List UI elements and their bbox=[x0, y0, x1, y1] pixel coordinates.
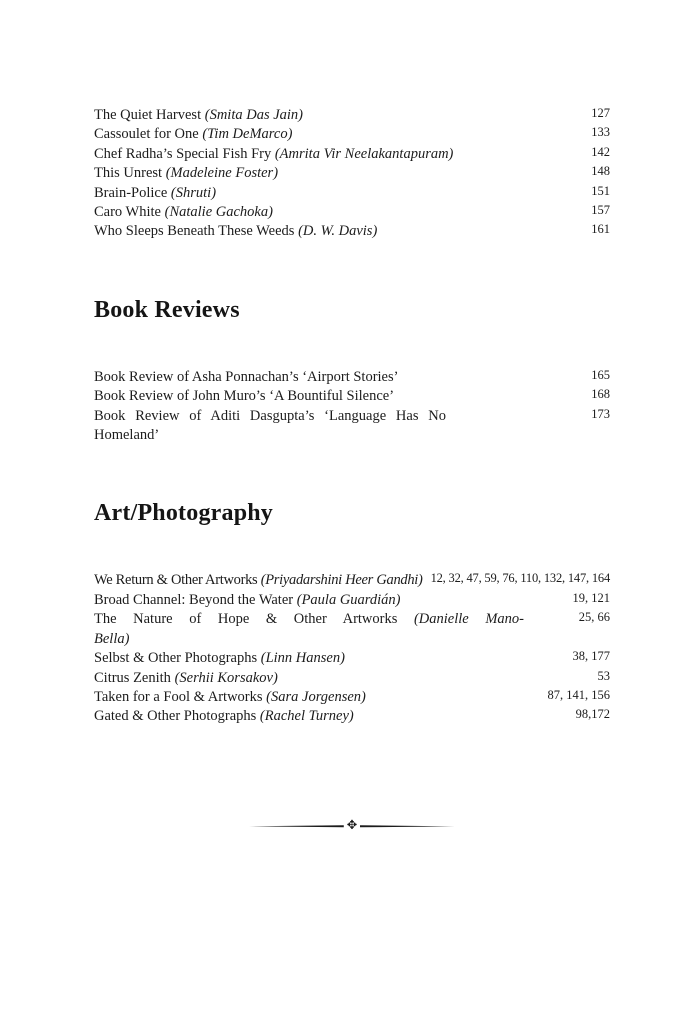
entry-title-text: This Unrest bbox=[94, 165, 166, 182]
entry-author: (Serhii Korsakov) bbox=[174, 669, 278, 686]
entry-author: (Smita Das Jain) bbox=[204, 107, 303, 123]
entry-author: Bella) bbox=[94, 630, 130, 647]
entry-title-line bbox=[94, 387, 394, 406]
entry-pages: 12, 32, 47, 59, 76, 110, 132, 147, 164 bbox=[430, 571, 610, 586]
entry-title-text: Book Review of Aditi Dasgupta’s ‘Language Has No bbox=[94, 407, 446, 424]
entry-title bbox=[94, 184, 222, 203]
entry-title-line bbox=[94, 203, 273, 222]
toc-entry bbox=[94, 610, 610, 649]
entry-title-text: The Quiet Harvest bbox=[94, 107, 205, 123]
toc-section bbox=[94, 296, 610, 446]
entry-title-text: Citrus Zenith bbox=[94, 669, 175, 686]
entry-title-text: Book Review of John Muro’s ‘A Bountiful Silence’ bbox=[94, 388, 395, 405]
entry-pages: 142 bbox=[591, 144, 610, 159]
entry-title-text: We Return & Other Artworks bbox=[94, 572, 261, 589]
entry-pages: 98,172 bbox=[575, 707, 610, 722]
entry-title-text: Taken for a Fool & Artworks bbox=[94, 688, 267, 705]
entry-pages: 87, 141, 156 bbox=[547, 687, 610, 702]
entry-title bbox=[94, 688, 372, 707]
entry-title-line bbox=[94, 125, 292, 144]
entry-title-line bbox=[94, 591, 401, 610]
entry-pages: 161 bbox=[591, 222, 610, 237]
section-entries bbox=[94, 368, 610, 446]
entry-pages: 19, 121 bbox=[572, 590, 610, 605]
entry-author: (Priyadarshini Heer Gandhi) bbox=[260, 572, 423, 589]
entry-title-line bbox=[94, 407, 446, 426]
entry-title-text: The Nature of Hope & Other Artworks bbox=[94, 611, 414, 628]
section-entries bbox=[94, 571, 610, 726]
entry-pages: 148 bbox=[591, 164, 610, 179]
entry-pages: 173 bbox=[591, 406, 610, 421]
entry-title-line bbox=[94, 571, 423, 590]
entry-title bbox=[94, 106, 309, 125]
entry-title bbox=[94, 222, 383, 241]
entry-title bbox=[94, 387, 400, 406]
entry-title bbox=[94, 203, 279, 222]
entry-title-line bbox=[94, 669, 278, 688]
entry-title-text: Book Review of Asha Ponnachan’s ‘Airport Stories’ bbox=[94, 368, 399, 385]
entry-author: (Shruti) bbox=[170, 184, 217, 201]
entry-pages: 25, 66 bbox=[578, 610, 610, 625]
entry-title-text: Selbst & Other Photographs bbox=[94, 650, 261, 667]
entry-author: (Danielle Mano- bbox=[413, 611, 524, 628]
entry-title-line bbox=[94, 688, 366, 707]
entry-title bbox=[94, 407, 452, 446]
fleuron-icon: ✥ bbox=[346, 817, 358, 833]
entry-title-line bbox=[94, 106, 303, 125]
ornament-line-left bbox=[249, 819, 344, 833]
entry-title bbox=[94, 707, 360, 726]
entry-pages: 151 bbox=[591, 183, 610, 198]
entry-title bbox=[94, 669, 284, 688]
entry-title-text: Broad Channel: Beyond the Water bbox=[94, 591, 297, 608]
entry-author: (D. W. Davis) bbox=[298, 223, 378, 240]
entry-author: (Tim DeMarco) bbox=[202, 126, 293, 143]
entry-title bbox=[94, 571, 429, 590]
toc-body bbox=[94, 106, 610, 727]
entry-title-text: Chef Radha’s Special Fish Fry bbox=[94, 145, 275, 162]
entry-title-line bbox=[94, 426, 446, 445]
entry-title-text: Who Sleeps Beneath These Weeds bbox=[94, 223, 299, 240]
toc-entry bbox=[94, 222, 610, 241]
entry-author: (Rachel Turney) bbox=[259, 708, 354, 725]
divider-ornament bbox=[249, 819, 455, 833]
section-heading: Book Reviews bbox=[94, 296, 240, 323]
section-heading: Art/Photography bbox=[94, 500, 273, 527]
entry-author: (Sara Jorgensen) bbox=[266, 688, 366, 705]
entry-pages: 38, 177 bbox=[572, 649, 610, 664]
entry-pages: 157 bbox=[591, 203, 610, 218]
entry-title-text: Brain-Police bbox=[94, 184, 171, 201]
entry-title-line bbox=[94, 184, 216, 203]
entry-title bbox=[94, 368, 404, 387]
entry-title-text: Caro White bbox=[94, 204, 165, 221]
entry-title-text: Cassoulet for One bbox=[94, 126, 203, 143]
entry-title-line bbox=[94, 368, 398, 387]
entry-author: (Amrita Vir Neelakantapuram) bbox=[274, 145, 454, 162]
entry-title-text: Homeland’ bbox=[94, 427, 160, 444]
toc-section bbox=[94, 499, 610, 726]
entry-pages: 53 bbox=[597, 668, 610, 683]
section-entries bbox=[94, 106, 610, 242]
entry-pages: 168 bbox=[591, 387, 610, 402]
entry-title-line bbox=[94, 707, 354, 726]
entry-title bbox=[94, 125, 298, 144]
entry-pages: 165 bbox=[591, 367, 610, 382]
toc-section bbox=[94, 106, 610, 242]
entry-title-line bbox=[94, 222, 377, 241]
entry-author: (Natalie Gachoka) bbox=[164, 204, 273, 221]
entry-pages: 133 bbox=[591, 125, 610, 140]
entry-author: (Madeleine Foster) bbox=[165, 165, 279, 182]
entry-title bbox=[94, 610, 530, 649]
entry-title-text: Gated & Other Photographs bbox=[94, 708, 260, 725]
entry-title-line bbox=[94, 610, 524, 629]
entry-title bbox=[94, 591, 407, 610]
ornament-line-right bbox=[360, 819, 455, 833]
entry-author: (Paula Guardián) bbox=[296, 591, 401, 608]
entry-pages: 127 bbox=[591, 106, 610, 120]
toc-entry bbox=[94, 407, 610, 446]
entry-author: (Linn Hansen) bbox=[260, 650, 345, 667]
toc-entry bbox=[94, 707, 610, 726]
